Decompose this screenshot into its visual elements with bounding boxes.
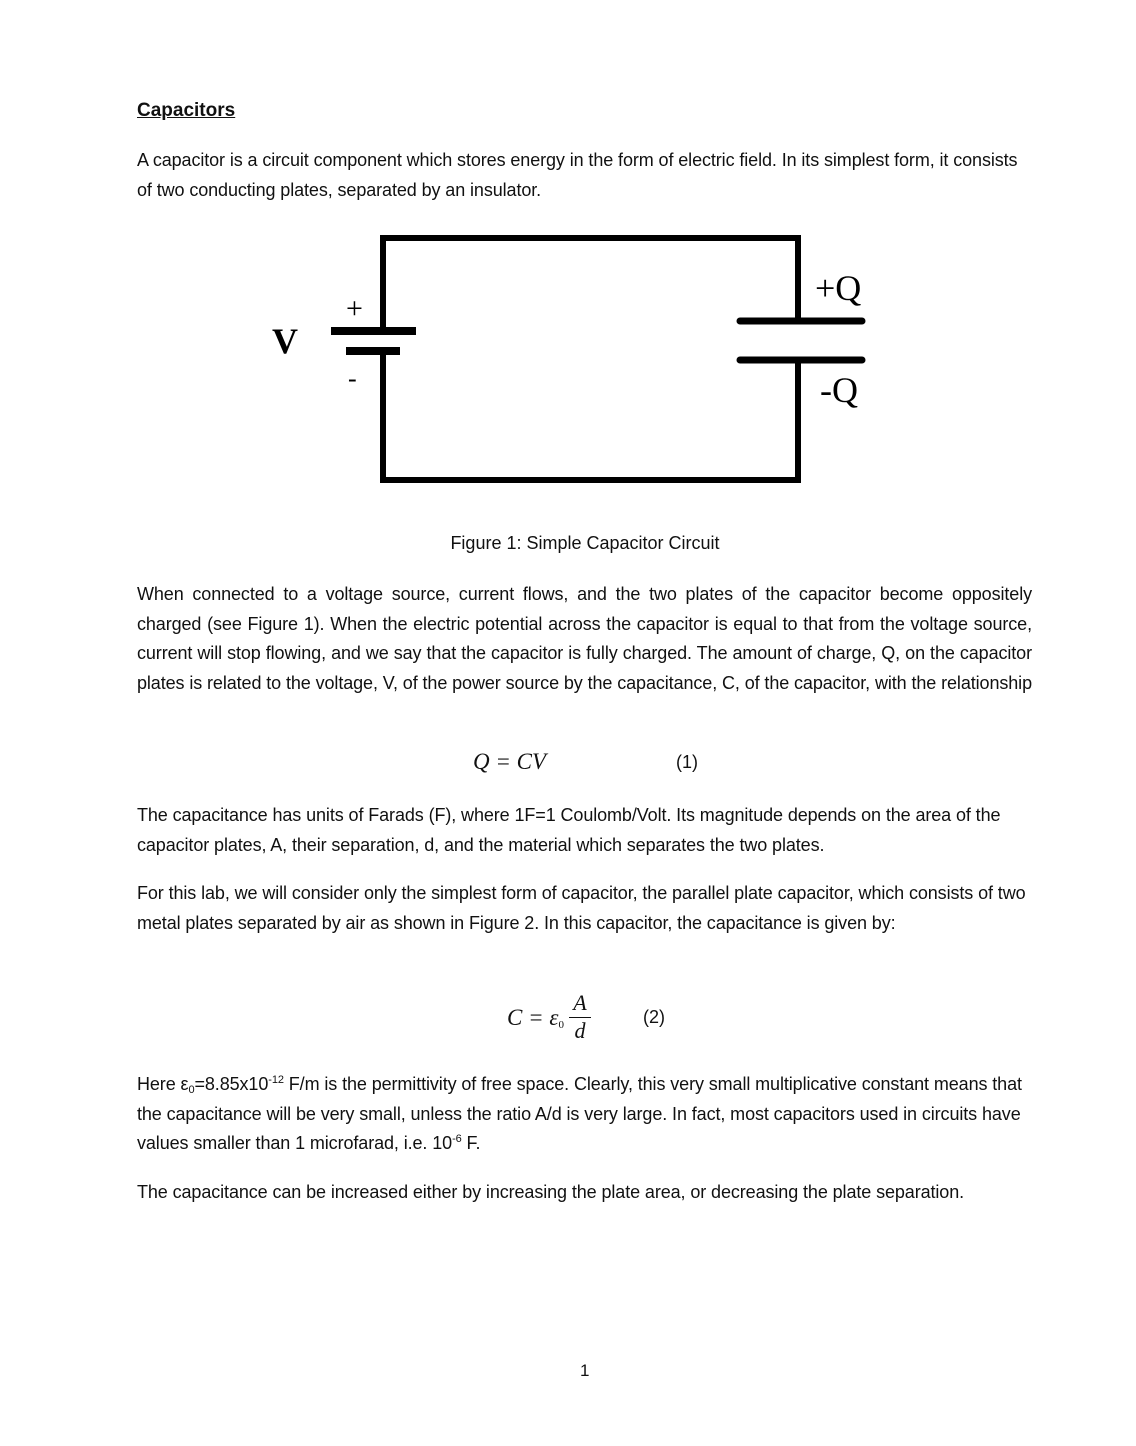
permittivity-paragraph: Here $\varepsilon_0=8.85x10^{-12}$ F/m is the permittivity of free space. Clearly, this very small multiplicative constant means that the capacitance will be very small, unless the ratio A/d is very large. In fact, most capacitors used in circuits have values smaller than 1 microfarad, i.e. $10^{-6}$ F. bbox=[137, 1074, 1022, 1154]
charging-paragraph: When connected to a voltage source, current flows, and the two plates of the capacitor become oppositely charged (see Figure 1). When the electric potential across the capacitor is equal to that from the voltage source, current will stop flowing, and we say that the capacitor is fully charged. The amount of charge, Q, on the capacitor plates is related to the voltage, V, of the power source by the capacitance, C, of the capacitor, with the relationship bbox=[137, 584, 1032, 694]
voltage-label: V bbox=[272, 321, 298, 361]
plate-positive-label: +Q bbox=[815, 268, 862, 308]
battery-plus-label: + bbox=[346, 292, 363, 325]
equation-2 bbox=[507, 991, 617, 1051]
intro-paragraph: A capacitor is a circuit component which stores energy in the form of electric field. In its simplest form, it consists of two conducting plates, separated by an insulator. bbox=[137, 150, 1018, 200]
increase-capacitance-paragraph: The capacitance can be increased either by increasing the plate area, or decreasing the plate separation. bbox=[137, 1182, 965, 1202]
plate-negative-label: -Q bbox=[820, 370, 858, 410]
parallel-plate-paragraph: For this lab, we will consider only the simplest form of capacitor, the parallel plate capacitor, which consists of two metal plates separated by air as shown in Figure 2. In this capacitor, the capacitance is given by: bbox=[137, 883, 1026, 933]
fraction-numerator: A bbox=[573, 990, 587, 1015]
equation-1: Q = CV bbox=[473, 749, 547, 774]
figure-caption: Figure 1: Simple Capacitor Circuit bbox=[450, 533, 720, 553]
equation-1-number: (1) bbox=[676, 752, 698, 772]
units-paragraph: The capacitance has units of Farads (F), where 1F=1 Coulomb/Volt. Its magnitude depends on the area of the capacitor plates, A, their separation, d, and the material which separates the two plates. bbox=[137, 805, 1001, 855]
equation-2-lhs: $C = \varepsilon_0$ bbox=[507, 1005, 564, 1031]
equation-2-number: (2) bbox=[643, 1007, 665, 1027]
fraction-denominator: d bbox=[574, 1018, 586, 1043]
equation-2-fraction bbox=[569, 991, 591, 1043]
battery-minus-label: - bbox=[348, 364, 357, 393]
section-heading: Capacitors bbox=[137, 100, 236, 121]
capacitor-circuit-diagram bbox=[250, 225, 900, 495]
page-number: 1 bbox=[580, 1361, 590, 1380]
